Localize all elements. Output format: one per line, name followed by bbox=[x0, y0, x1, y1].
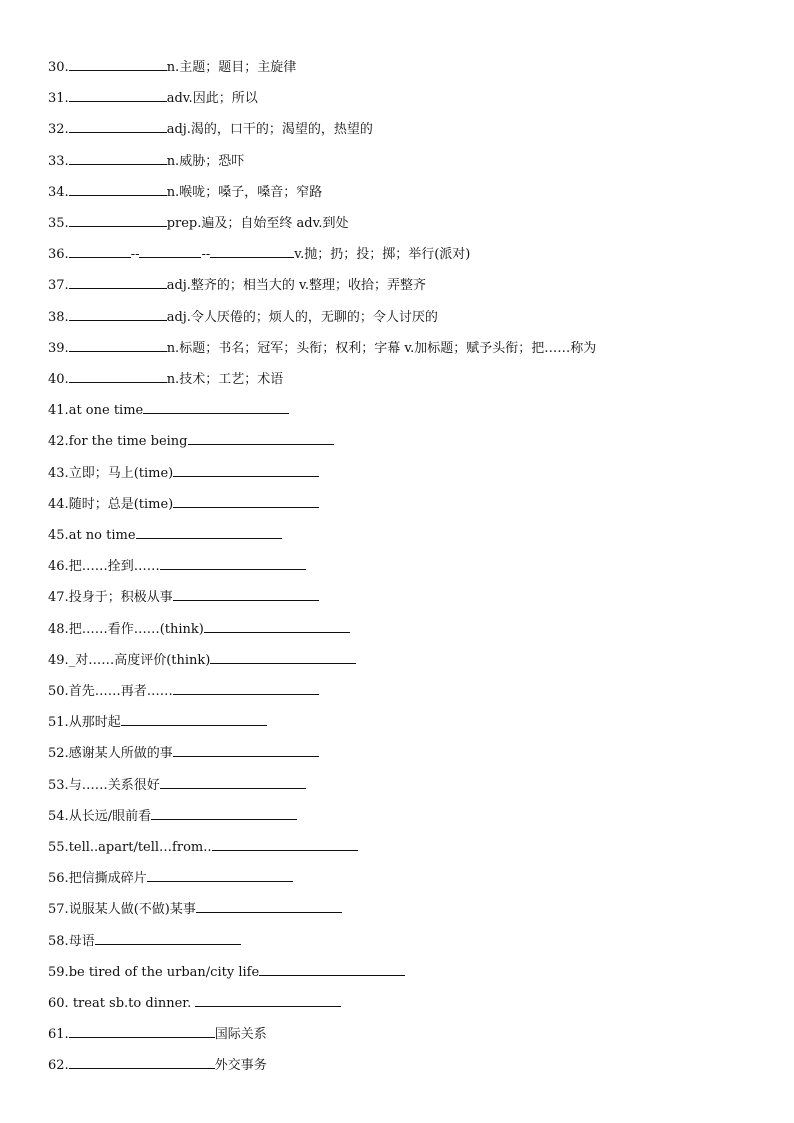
item-text: 说服某人做(不做)某事 bbox=[68, 902, 196, 918]
exercise-item bbox=[48, 679, 319, 699]
exercise-item bbox=[48, 773, 306, 793]
exercise-item bbox=[48, 960, 405, 980]
answer-blank[interactable] bbox=[69, 367, 167, 383]
exercise-item bbox=[48, 336, 596, 356]
item-number: 44. bbox=[48, 496, 69, 512]
item-text: at one time bbox=[68, 403, 144, 419]
answer-blank[interactable] bbox=[69, 1053, 215, 1069]
item-number: 39. bbox=[48, 340, 69, 356]
item-text: -- bbox=[130, 247, 140, 263]
item-number: 55. bbox=[48, 840, 69, 855]
item-text: 国际关系 bbox=[214, 1027, 267, 1043]
answer-blank[interactable] bbox=[210, 648, 356, 664]
item-number: 46. bbox=[48, 559, 69, 575]
item-number: 30. bbox=[48, 60, 69, 75]
item-text: for the time being bbox=[68, 434, 188, 450]
item-number: 56. bbox=[48, 871, 69, 887]
answer-blank[interactable] bbox=[259, 960, 405, 976]
exercise-item bbox=[48, 554, 306, 574]
exercise-item bbox=[48, 991, 341, 1011]
exercise-item bbox=[48, 897, 342, 917]
exercise-item bbox=[48, 710, 267, 730]
item-number: 33. bbox=[48, 153, 69, 169]
item-number: 31. bbox=[48, 91, 69, 107]
item-number: 58. bbox=[48, 933, 69, 949]
exercise-item bbox=[48, 741, 319, 761]
item-number: 43. bbox=[48, 465, 69, 481]
item-number: 50. bbox=[48, 684, 69, 699]
item-text: adj.整齐的；相当大的 v.整理；收拾；弄整齐 bbox=[166, 278, 426, 294]
exercise-item bbox=[48, 617, 350, 637]
answer-blank[interactable] bbox=[69, 273, 167, 289]
answer-blank[interactable] bbox=[160, 554, 306, 570]
item-text: n.标题；书名；冠军；头衔；权利；字幕 v.加标题；赋予头衔；把……称为 bbox=[166, 340, 597, 356]
answer-blank[interactable] bbox=[147, 866, 293, 882]
item-text: 首先……再者…… bbox=[68, 684, 173, 699]
answer-blank[interactable] bbox=[204, 617, 350, 633]
answer-blank[interactable] bbox=[69, 117, 167, 133]
exercise-item bbox=[48, 929, 241, 949]
exercise-item bbox=[48, 461, 319, 481]
item-text: n.技术；工艺；术语 bbox=[166, 372, 284, 387]
item-number: 53. bbox=[48, 777, 69, 793]
item-text: tell..apart/tell…from.. bbox=[68, 840, 212, 855]
item-text: 外交事务 bbox=[214, 1058, 267, 1074]
item-text: -- bbox=[201, 247, 211, 263]
exercise-item bbox=[48, 1053, 267, 1073]
item-text: _对……高度评价(think) bbox=[68, 652, 211, 668]
exercise-item bbox=[48, 305, 438, 325]
exercise-item bbox=[48, 211, 349, 231]
item-number: 59. bbox=[48, 964, 69, 980]
item-text: adv.因此；所以 bbox=[166, 91, 258, 107]
item-number: 45. bbox=[48, 528, 69, 543]
answer-blank[interactable] bbox=[69, 305, 167, 321]
item-number: 34. bbox=[48, 184, 69, 200]
item-number: 42. bbox=[48, 434, 69, 450]
item-number: 60. bbox=[48, 996, 69, 1011]
answer-blank[interactable] bbox=[143, 398, 289, 414]
exercise-item bbox=[48, 648, 356, 668]
answer-blank[interactable] bbox=[195, 991, 341, 1007]
answer-blank[interactable] bbox=[210, 242, 294, 258]
answer-blank[interactable] bbox=[212, 835, 358, 851]
item-number: 36. bbox=[48, 247, 69, 263]
exercise-item bbox=[48, 55, 296, 75]
exercise-item bbox=[48, 367, 283, 387]
answer-blank[interactable] bbox=[69, 180, 167, 196]
exercise-item bbox=[48, 149, 244, 169]
answer-blank[interactable] bbox=[151, 804, 297, 820]
item-number: 38. bbox=[48, 309, 69, 325]
item-number: 37. bbox=[48, 278, 69, 294]
answer-blank[interactable] bbox=[69, 211, 167, 227]
item-number: 40. bbox=[48, 372, 69, 387]
item-text: 把信撕成碎片 bbox=[68, 871, 147, 887]
item-text: 随时；总是(time) bbox=[68, 496, 174, 512]
answer-blank[interactable] bbox=[69, 1022, 215, 1038]
exercise-item bbox=[48, 585, 319, 605]
item-text: n.威胁；恐吓 bbox=[166, 153, 245, 169]
answer-blank[interactable] bbox=[173, 492, 319, 508]
exercise-item bbox=[48, 429, 334, 449]
item-number: 47. bbox=[48, 590, 69, 606]
item-text: 从那时起 bbox=[68, 715, 121, 731]
item-text: 从长远/眼前看 bbox=[68, 808, 152, 824]
item-text: v.抛；扔；投；掷；举行(派对) bbox=[294, 247, 471, 263]
answer-blank[interactable] bbox=[139, 242, 201, 258]
item-number: 49. bbox=[48, 652, 69, 668]
item-text: 把……看作……(think) bbox=[68, 621, 204, 637]
item-text: 母语 bbox=[68, 933, 95, 949]
item-number: 52. bbox=[48, 746, 69, 762]
answer-blank[interactable] bbox=[121, 710, 267, 726]
exercise-item bbox=[48, 117, 373, 137]
exercise-item bbox=[48, 180, 322, 200]
exercise-item bbox=[48, 492, 319, 512]
answer-blank[interactable] bbox=[95, 929, 241, 945]
item-text: at no time bbox=[68, 528, 136, 543]
answer-blank[interactable] bbox=[136, 523, 282, 539]
item-text: adj.令人厌倦的；烦人的，无聊的；令人讨厌的 bbox=[166, 309, 438, 325]
answer-blank[interactable] bbox=[173, 461, 319, 477]
answer-blank[interactable] bbox=[173, 679, 319, 695]
item-text: n.主题；题目；主旋律 bbox=[166, 60, 297, 75]
answer-blank[interactable] bbox=[173, 585, 319, 601]
item-text: adj.渴的，口干的；渴望的，热望的 bbox=[166, 122, 373, 138]
item-number: 48. bbox=[48, 621, 69, 637]
exercise-item bbox=[48, 242, 470, 262]
item-number: 41. bbox=[48, 403, 69, 419]
exercise-item bbox=[48, 86, 258, 106]
answer-blank[interactable] bbox=[188, 429, 334, 445]
item-text: be tired of the urban/city life bbox=[68, 964, 260, 980]
exercise-item bbox=[48, 1022, 267, 1042]
answer-blank[interactable] bbox=[173, 741, 319, 757]
item-text: prep.遍及；自始至终 adv.到处 bbox=[166, 216, 349, 231]
exercise-item bbox=[48, 804, 297, 824]
item-number: 35. bbox=[48, 216, 69, 231]
item-number: 32. bbox=[48, 122, 69, 138]
item-text: n.喉咙；嗓子，嗓音；窄路 bbox=[166, 184, 323, 200]
answer-blank[interactable] bbox=[69, 86, 167, 102]
item-number: 54. bbox=[48, 808, 69, 824]
answer-blank[interactable] bbox=[196, 897, 342, 913]
item-number: 61. bbox=[48, 1027, 69, 1043]
answer-blank[interactable] bbox=[160, 773, 306, 789]
answer-blank[interactable] bbox=[69, 149, 167, 165]
exercise-item bbox=[48, 866, 293, 886]
item-text: 与……关系很好 bbox=[68, 777, 160, 793]
answer-blank[interactable] bbox=[69, 242, 131, 258]
answer-blank[interactable] bbox=[69, 55, 167, 71]
item-number: 57. bbox=[48, 902, 69, 918]
exercise-item bbox=[48, 523, 282, 543]
item-text: treat sb.to dinner. bbox=[68, 996, 196, 1011]
exercise-item bbox=[48, 398, 289, 418]
item-text: 投身于；积极从事 bbox=[68, 590, 173, 606]
answer-blank[interactable] bbox=[69, 336, 167, 352]
exercise-item bbox=[48, 835, 358, 855]
item-number: 62. bbox=[48, 1058, 69, 1074]
item-text: 立即；马上(time) bbox=[68, 465, 174, 481]
item-number: 51. bbox=[48, 715, 69, 731]
exercise-item bbox=[48, 273, 426, 293]
item-text: 感谢某人所做的事 bbox=[68, 746, 173, 762]
item-text: 把……拴到…… bbox=[68, 559, 160, 575]
